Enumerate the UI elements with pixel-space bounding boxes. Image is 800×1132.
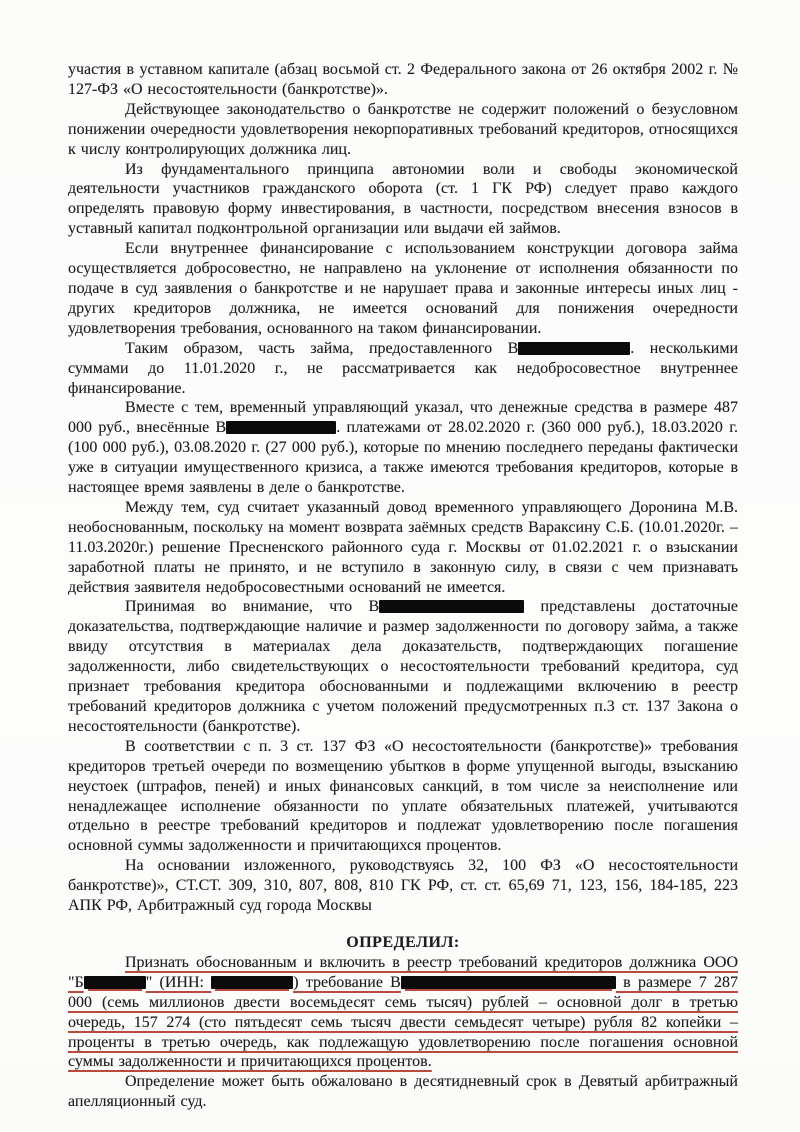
redaction-box bbox=[401, 976, 616, 989]
paragraph-article-137: В соответствии с п. 3 ст. 137 ФЗ «О несостоятельности (банкротстве)» требования кредиторов третьей очереди по возмещению убытков в форме упущенной выгоды, взысканию неустоек (штрафов, пеней) и иных финансовых санкций, в том числе за неисполнение или ненадлежащее исполнение обязанности по уплате обязательных платежей, учитываются отдельно в реестре требований кредиторов и подлежат удовлетворению после погашения основной суммы задолженности и причитающихся процентов. bbox=[68, 737, 738, 855]
paragraph-internal-financing: Если внутреннее финансирование с использованием конструкции договора займа осуществляется добросовестно, не направлено на уклонение от исполнения обязанности по подаче в суд заявления о банкротстве и не нарушает права и законные интересы иных лиц - других кредиторов должника, не имеется оснований для понижения очередности удовлетворения требования, основанного на таком финансировании. bbox=[68, 240, 738, 337]
redaction-box bbox=[211, 976, 293, 989]
paragraph-evidence: Принимая во внимание, что В представлены достаточные доказательства, подтверждающие наличие и размер задолженности по договору займа, а также ввиду отсутствия в материалах дела доказательств, подтверждающих погашение задолженности, либо свидетельствующих о несостоятельности требований кредитора, суд признает требования кредитора обоснованными и подлежащими включению в реестр требований кредиторов должника с учетом положений предусмотренных п.3 ст. 137 Закона о несостоятельности (банкротстве). bbox=[68, 598, 739, 735]
ruling-heading: ОПРЕДЕЛИЛ: bbox=[346, 933, 460, 951]
paragraph-operative: Признать обоснованным и включить в реестр требований кредиторов должника ООО "Б " (ИНН: ) требование В в размере 7 287 000 (семь миллионов двести восемьдесят семь тысяч) рублей – основной долг в третью очередь, 157 274 (сто пятьдесят семь тысяч двести семьдесят четыре) рубля 82 копейки – проценты в третью очередь, как подлежащую удовлетворению после погашения основной суммы задолженности и причитающихся процентов. bbox=[68, 953, 738, 1071]
paragraph-court-opinion: Между тем, суд считает указанный довод временного управляющего Доронина М.В. необоснованным, поскольку на момент возврата заёмных средств Вараксину С.Б. (10.01.2020г. – 11.03.2020г.) решение Пресненского районного суда г. Москвы от 01.02.2021 г. о взыскании заработной платы не принято, и не вступило в законную силу, в связи с чем признавать действия заявителя недобросовестными оснований не имеется. bbox=[68, 498, 738, 596]
paragraph-loan-part: Таким образом, часть займа, предоставленного В . несколькими суммами до 11.01.2020 г., не рассматривается как недобросовестное внутреннее финансирование. bbox=[68, 339, 739, 397]
paragraph-autonomy-principle: Из фундаментального принципа автономии воли и свободы экономической деятельности участников гражданского оборота (ст. 1 ГК РФ) следует право каждого определять правовую форму инвестирования, в частности, посредством внесения взносов в уставный капитал подконтрольной организации или выдачи ей займов. bbox=[68, 160, 738, 238]
redaction-box bbox=[518, 342, 630, 355]
paragraph-legislation: Действующее законодательство о банкротстве не содержит положений о безусловном понижении очередности удовлетворения некорпоративных требований кредиторов, относящихся к числу контролирующих должника лиц. bbox=[68, 100, 738, 158]
redaction-box bbox=[84, 976, 146, 989]
paragraph-appeal: Определение может быть обжаловано в десятидневный срок в Девятый арбитражный апелляционный суд. bbox=[68, 1073, 738, 1111]
paragraph-capital-participation: участия в уставном капитале (абзац восьмой ст. 2 Федерального закона от 26 октября 2002 г. № 127-ФЗ «О несостоятельности (банкротстве)». bbox=[68, 61, 738, 98]
document-body bbox=[68, 60, 738, 1112]
paragraph-legal-basis: На основании изложенного, руководствуясь 32, 100 ФЗ «О несостоятельности банкротстве)», СТ.СТ. 309, 310, 807, 808, 810 ГК РФ, ст. ст. 65,69 71, 123, 156, 184-185, 223 АПК РФ, Арбитражный суд города Москвы bbox=[68, 857, 738, 915]
paragraph-temporary-manager-argument: Вместе с тем, временный управляющий указал, что денежные средства в размере 487 000 руб., внесённые В . платежами от 28.02.2020 г. (360 000 руб.), 18.03.2020 г. (100 000 руб.), 03.08.2020 г. (27 000 руб.), которые по мнению последнего переданы фактически уже в ситуации имущественного кризиса, а также имеются требования кредиторов, которые в настоящее время заявлены в деле о банкротстве. bbox=[68, 399, 739, 497]
redaction-box bbox=[226, 421, 336, 434]
redaction-box bbox=[379, 600, 524, 613]
